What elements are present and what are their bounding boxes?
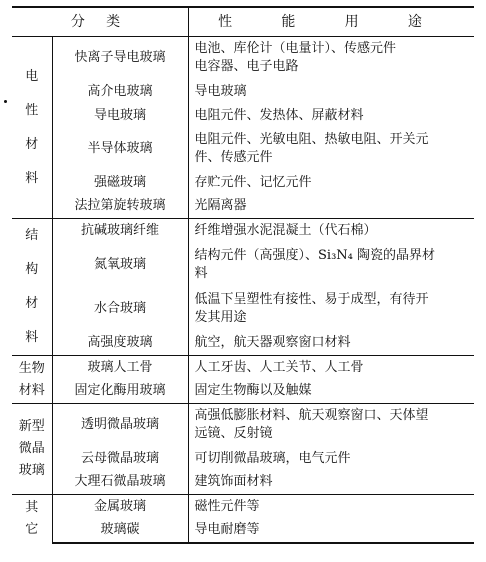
use-line: 电阻元件、光敏电阻、热敏电阻、开关元 bbox=[194, 132, 429, 147]
use-line: 电池、库伦计（电量计）、传感元件 bbox=[194, 41, 397, 57]
glass-name: 水合玻璃 bbox=[52, 287, 188, 331]
use-line: 建筑饰面材料 bbox=[194, 474, 273, 490]
use-line: 高强低膨胀材料、航天观察窗口、天体望 bbox=[194, 408, 429, 424]
category-label: 料 bbox=[25, 170, 39, 186]
use-line: 电阻元件、发热体、屏蔽材料 bbox=[194, 107, 364, 123]
glass-use bbox=[188, 219, 474, 244]
header-category: 分 类 bbox=[12, 7, 188, 37]
table-row bbox=[12, 404, 474, 447]
glass-use bbox=[188, 37, 474, 80]
glass-name: 高强度玻璃 bbox=[52, 331, 188, 356]
use-line: 纤维增强水泥混凝土（代石棉） bbox=[194, 223, 377, 239]
table-header-row bbox=[12, 7, 474, 37]
category-label: 材 bbox=[25, 296, 39, 311]
use-line: 件、传感元件 bbox=[194, 150, 273, 165]
use-line: 发其用途 bbox=[194, 309, 247, 325]
glass-name: 抗碱玻璃纤维 bbox=[52, 219, 188, 244]
table-row bbox=[12, 519, 474, 543]
glass-name: 固定化酶用玻璃 bbox=[52, 380, 188, 404]
header-use: 性 能 用 途 bbox=[188, 7, 474, 37]
stray-mark bbox=[4, 100, 7, 103]
table-row bbox=[12, 80, 474, 104]
category-label: 微晶 bbox=[18, 441, 45, 456]
use-line: 导电耐磨等 bbox=[194, 522, 260, 537]
category-label: 电 bbox=[25, 68, 39, 84]
category-label: 其 bbox=[25, 499, 39, 515]
glass-use bbox=[188, 171, 474, 195]
table-row bbox=[12, 495, 474, 519]
use-line: 人工牙齿、人工关节、人工骨 bbox=[194, 359, 364, 375]
glass-name: 透明微晶玻璃 bbox=[52, 404, 188, 447]
glass-use bbox=[188, 380, 474, 404]
category-label: 性 bbox=[25, 102, 39, 118]
glass-name: 高介电玻璃 bbox=[52, 80, 188, 104]
table-row bbox=[12, 356, 474, 380]
glass-application-table-wrapper bbox=[12, 6, 474, 544]
table-body bbox=[12, 37, 474, 543]
table-row bbox=[12, 219, 474, 244]
use-line: 磁性元件等 bbox=[194, 498, 260, 514]
use-line: 结构元件（高强度）、Si₃N₄ 陶瓷的晶界材 bbox=[194, 248, 435, 263]
table-row bbox=[12, 331, 474, 356]
use-line: 固定生物酶以及触媒 bbox=[194, 383, 312, 399]
use-line: 低温下呈塑性有接性、易于成型，有待开 bbox=[194, 291, 429, 307]
category-label: 新型 bbox=[18, 419, 45, 434]
glass-use bbox=[188, 104, 474, 128]
table-row bbox=[12, 37, 474, 80]
category-cell bbox=[12, 219, 52, 356]
glass-use bbox=[188, 471, 474, 495]
glass-use bbox=[188, 519, 474, 543]
glass-name: 玻璃碳 bbox=[52, 519, 188, 543]
glass-name: 法拉第旋转玻璃 bbox=[52, 195, 188, 219]
category-label: 它 bbox=[25, 521, 39, 537]
glass-name: 半导体玻璃 bbox=[52, 128, 188, 171]
glass-name: 大理石微晶玻璃 bbox=[52, 471, 188, 495]
table-row bbox=[12, 243, 474, 287]
glass-use bbox=[188, 404, 474, 447]
table-row bbox=[12, 471, 474, 495]
table-row bbox=[12, 447, 474, 471]
use-line: 电容器、电子电路 bbox=[194, 59, 299, 75]
glass-use bbox=[188, 243, 474, 287]
table-row bbox=[12, 128, 474, 171]
glass-name: 氮氧玻璃 bbox=[52, 243, 188, 287]
glass-use bbox=[188, 287, 474, 331]
glass-application-table bbox=[12, 6, 474, 544]
glass-use bbox=[188, 495, 474, 519]
category-label: 玻璃 bbox=[18, 463, 45, 478]
category-label: 材 bbox=[25, 136, 39, 152]
category-cell bbox=[12, 495, 52, 543]
glass-use bbox=[188, 447, 474, 471]
category-label: 料 bbox=[25, 330, 39, 345]
use-line: 远镜、反射镜 bbox=[194, 426, 273, 442]
use-line: 可切削微晶玻璃，电气元件 bbox=[194, 450, 351, 466]
glass-name: 金属玻璃 bbox=[52, 495, 188, 519]
category-label: 结 bbox=[25, 228, 39, 243]
category-cell bbox=[12, 404, 52, 495]
glass-name: 快离子导电玻璃 bbox=[52, 37, 188, 80]
table-row bbox=[12, 380, 474, 404]
table-row bbox=[12, 171, 474, 195]
table-row bbox=[12, 104, 474, 128]
glass-name: 导电玻璃 bbox=[52, 104, 188, 128]
glass-use bbox=[188, 356, 474, 380]
glass-use bbox=[188, 195, 474, 219]
use-line: 导电玻璃 bbox=[194, 83, 247, 99]
glass-use bbox=[188, 80, 474, 104]
glass-name: 强磁玻璃 bbox=[52, 171, 188, 195]
category-label: 材料 bbox=[18, 382, 45, 398]
category-cell bbox=[12, 356, 52, 404]
category-label: 生物 bbox=[18, 360, 45, 376]
table-row bbox=[12, 287, 474, 331]
table-row bbox=[12, 195, 474, 219]
use-line: 存贮元件、记忆元件 bbox=[194, 174, 312, 190]
use-line: 料 bbox=[194, 266, 208, 281]
glass-use bbox=[188, 331, 474, 356]
glass-use bbox=[188, 128, 474, 171]
use-line: 航空，航天器观察窗口材料 bbox=[194, 334, 351, 350]
category-label: 构 bbox=[25, 262, 39, 277]
glass-name: 玻璃人工骨 bbox=[52, 356, 188, 380]
glass-name: 云母微晶玻璃 bbox=[52, 447, 188, 471]
use-line: 光隔离器 bbox=[194, 198, 247, 214]
category-cell bbox=[12, 37, 52, 219]
